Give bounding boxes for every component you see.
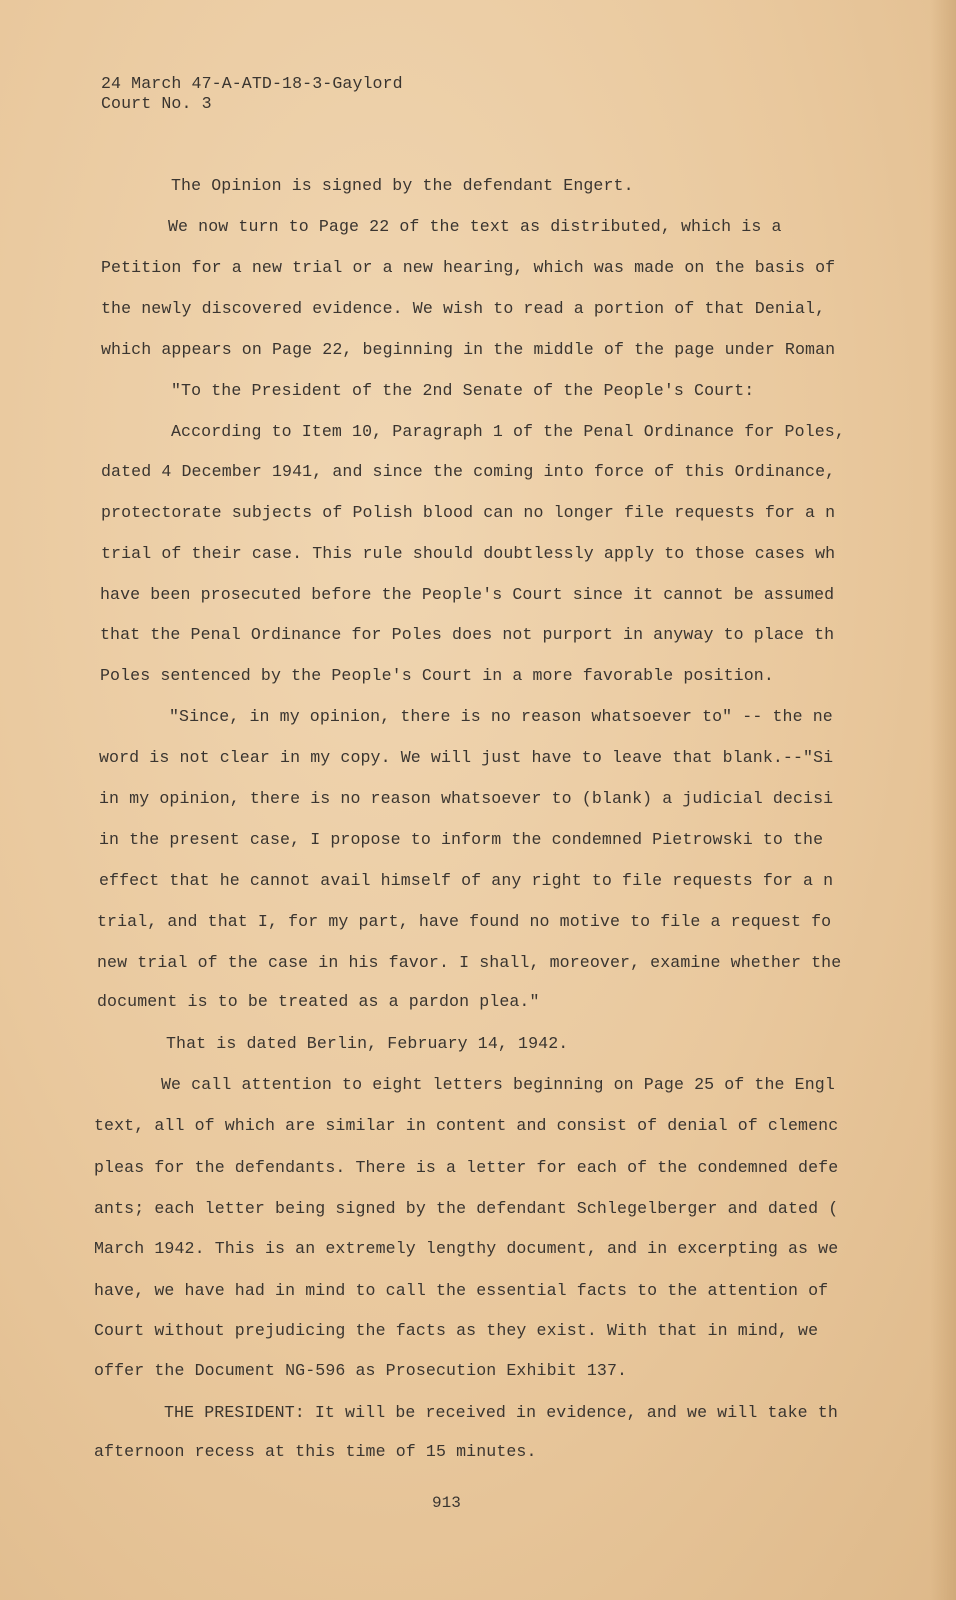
- text-line: According to Item 10, Paragraph 1 of the Penal Ordinance for Poles,: [171, 422, 845, 441]
- header-date-reference: 24 March 47-A-ATD-18-3-Gaylord: [101, 74, 403, 93]
- text-line: which appears on Page 22, beginning in the middle of the page under Roman: [101, 340, 836, 359]
- text-line: The Opinion is signed by the defendant Engert.: [171, 176, 634, 195]
- text-line: "Since, in my opinion, there is no reason whatsoever to" -- the ne: [169, 707, 833, 726]
- text-line: Petition for a new trial or a new hearing, which was made on the basis of: [101, 258, 836, 277]
- text-line: trial of their case. This rule should doubtlessly apply to those cases wh: [101, 544, 836, 563]
- header-court-number: Court No. 3: [101, 94, 212, 113]
- text-line: text, all of which are similar in content and consist of denial of clemenc: [94, 1116, 839, 1135]
- text-line: in my opinion, there is no reason whatsoever to (blank) a judicial decisi: [99, 789, 834, 808]
- text-line: March 1942. This is an extremely lengthy document, and in excerpting as we: [94, 1239, 839, 1258]
- text-line: We now turn to Page 22 of the text as distributed, which is a: [168, 217, 782, 236]
- text-line: new trial of the case in his favor. I shall, moreover, examine whether the: [97, 953, 842, 972]
- text-line: ants; each letter being signed by the defendant Schlegelberger and dated (: [94, 1199, 839, 1218]
- text-line: document is to be treated as a pardon plea.": [97, 992, 540, 1011]
- text-line: pleas for the defendants. There is a letter for each of the condemned defe: [94, 1158, 839, 1177]
- text-line: That is dated Berlin, February 14, 1942.: [166, 1034, 569, 1053]
- text-line: dated 4 December 1941, and since the coming into force of this Ordinance,: [101, 462, 836, 481]
- page-number: 913: [432, 1494, 461, 1512]
- text-line: offer the Document NG-596 as Prosecution Exhibit 137.: [94, 1361, 628, 1380]
- text-line: have been prosecuted before the People's Court since it cannot be assumed: [100, 585, 835, 604]
- text-line: afternoon recess at this time of 15 minutes.: [94, 1442, 537, 1461]
- text-line: trial, and that I, for my part, have found no motive to file a request fo: [97, 912, 832, 931]
- text-line: THE PRESIDENT: It will be received in evidence, and we will take th: [164, 1403, 838, 1422]
- text-line: that the Penal Ordinance for Poles does not purport in anyway to place th: [100, 625, 835, 644]
- text-line: Court without prejudicing the facts as they exist. With that in mind, we: [94, 1321, 819, 1340]
- text-line: the newly discovered evidence. We wish to read a portion of that Denial,: [101, 299, 826, 318]
- text-line: "To the President of the 2nd Senate of the People's Court:: [171, 381, 755, 400]
- paper-edge-shadow: [930, 0, 956, 1600]
- text-line: in the present case, I propose to inform the condemned Pietrowski to the: [99, 830, 824, 849]
- text-line: protectorate subjects of Polish blood can no longer file requests for a n: [101, 503, 836, 522]
- text-line: have, we have had in mind to call the essential facts to the attention of: [94, 1281, 829, 1300]
- text-line: We call attention to eight letters beginning on Page 25 of the Engl: [161, 1075, 835, 1094]
- text-line: effect that he cannot avail himself of any right to file requests for a n: [99, 871, 834, 890]
- text-line: Poles sentenced by the People's Court in a more favorable position.: [100, 666, 774, 685]
- text-line: word is not clear in my copy. We will just have to leave that blank.--"Si: [99, 748, 834, 767]
